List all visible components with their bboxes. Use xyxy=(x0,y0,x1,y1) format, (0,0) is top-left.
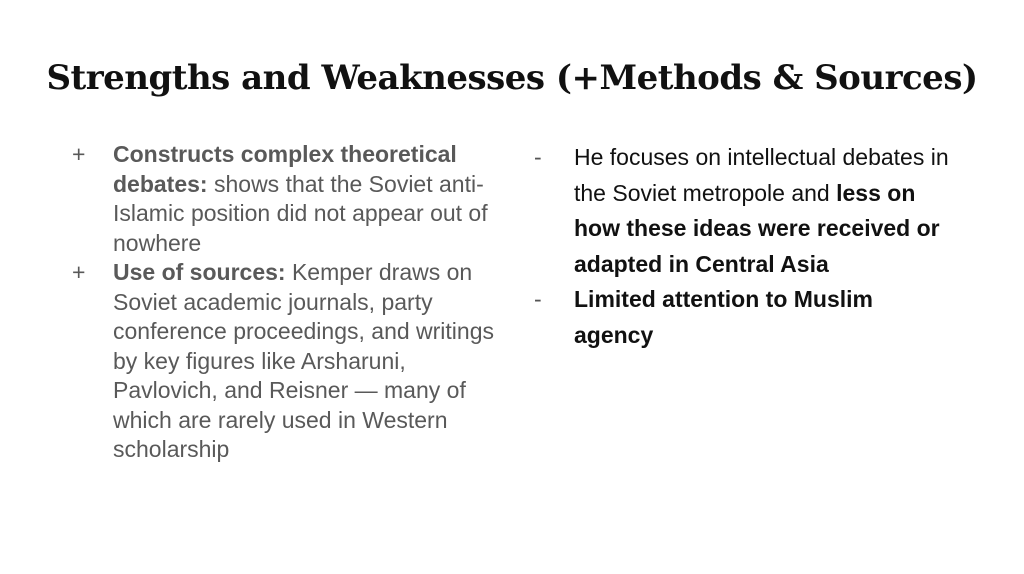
plus-bullet-icon: + xyxy=(72,259,86,285)
strength-description: Kemper draws on Soviet academic journals, party conference proceedings, and writings by key figures like Arsharuni, Pavlovich, and Reisner — many of which are rarely used in Western scholarship xyxy=(113,259,495,462)
strength-item-theoretical-debates xyxy=(72,140,502,258)
weakness-emphasis: less on how these ideas were received or adapted in Central Asia xyxy=(574,179,940,277)
strength-item-sources xyxy=(72,258,502,465)
weakness-item-text xyxy=(574,140,954,282)
strength-heading: Constructs complex theoretical debates: xyxy=(113,141,457,197)
weakness-item-text xyxy=(574,282,954,353)
strength-description: shows that the Soviet anti-Islamic position did not appear out of nowhere xyxy=(113,170,488,256)
weakness-item-muslim-agency xyxy=(534,282,954,353)
strength-item-text xyxy=(113,258,502,465)
slide-title: Strengths and Weaknesses (+Methods & Sources) xyxy=(46,58,978,98)
weakness-emphasis: Limited attention to Muslim agency xyxy=(574,286,873,348)
strength-item-text xyxy=(113,140,502,258)
dash-bullet-icon: - xyxy=(534,286,542,312)
weakness-description: He focuses on intellectual debates in the Soviet metropole and xyxy=(574,144,949,206)
strength-heading: Use of sources: xyxy=(113,259,286,285)
weakness-item-metropole-focus xyxy=(534,140,954,282)
dash-bullet-icon: - xyxy=(534,144,542,170)
weaknesses-list xyxy=(534,140,954,353)
strengths-list xyxy=(72,140,502,465)
plus-bullet-icon: + xyxy=(72,141,86,167)
